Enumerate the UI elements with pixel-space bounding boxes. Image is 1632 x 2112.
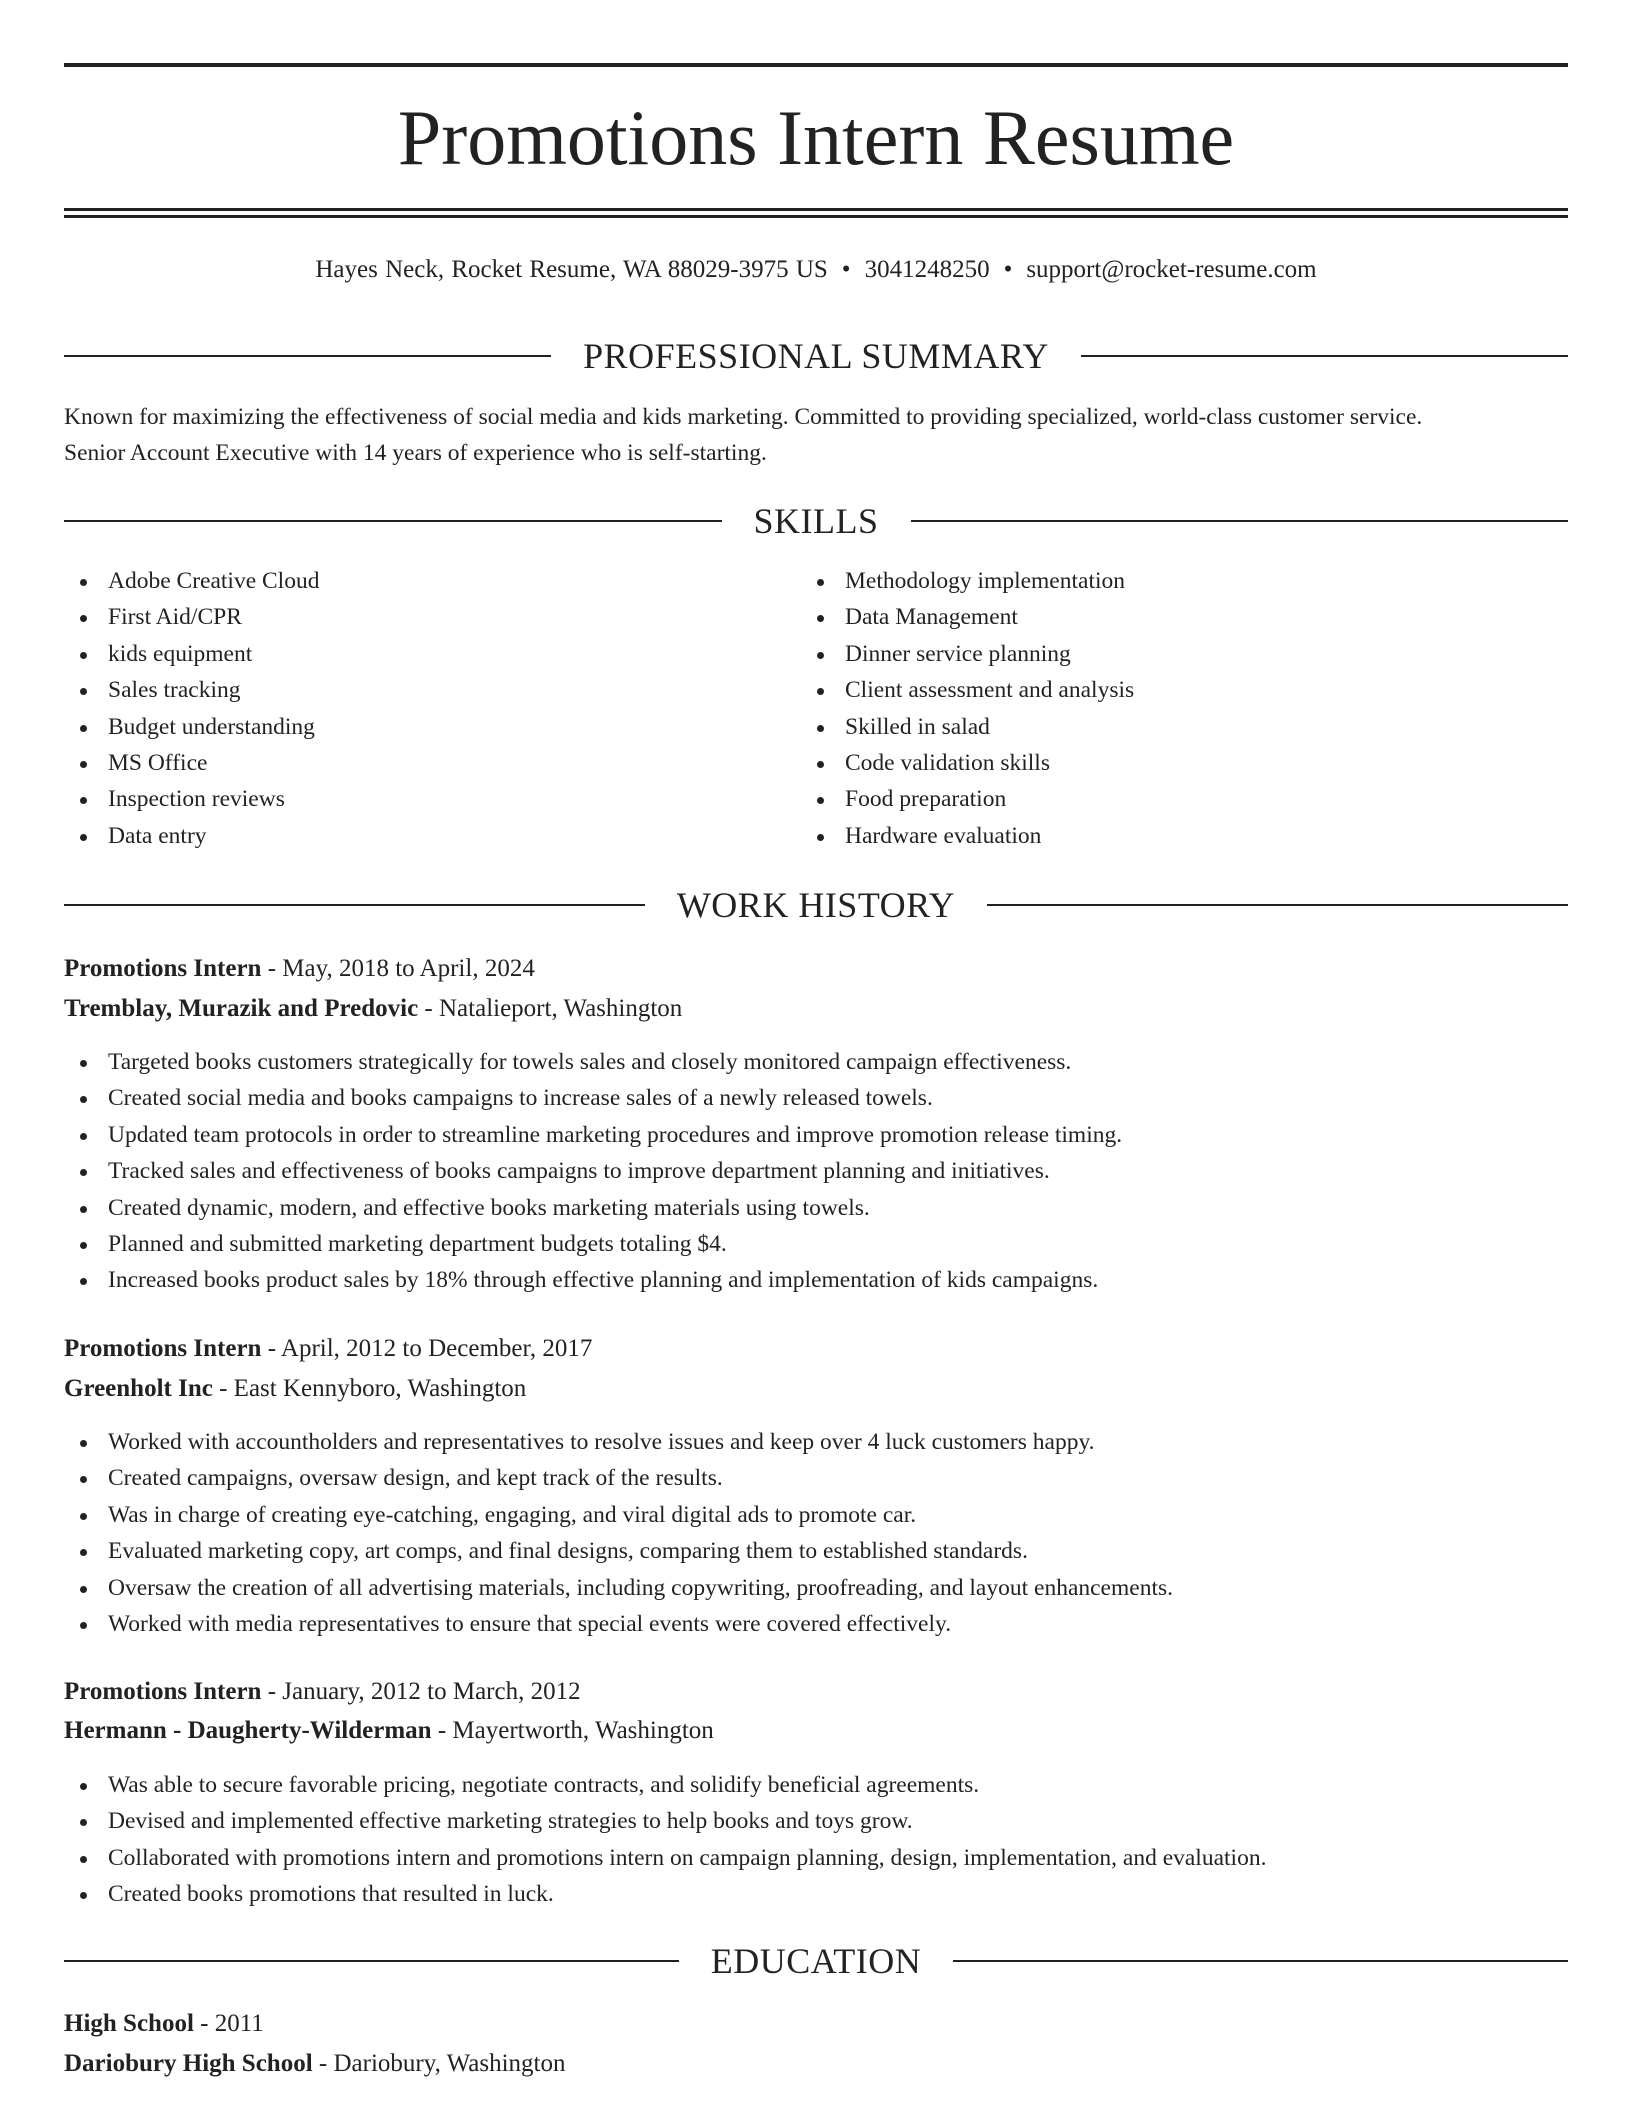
section-title-skills: SKILLS [753, 501, 879, 541]
section-header-education [64, 1939, 1568, 1983]
job-bullet: Targeted books customers strategically for towels sales and closely monitored campaign effectiveness. [64, 1044, 1568, 1080]
skill-item: Budget understanding [64, 709, 804, 745]
job-bullets [64, 1044, 1568, 1299]
education-degree-line [64, 2006, 1568, 2042]
job-bullet: Created campaigns, oversaw design, and kept track of the results. [64, 1460, 1568, 1496]
job-title-line [64, 1331, 1568, 1367]
skill-item: Dinner service planning [801, 636, 1541, 672]
section-rule [64, 904, 645, 906]
job-bullet: Was able to secure favorable pricing, negotiate contracts, and solidify beneficial agreements. [64, 1767, 1568, 1803]
skill-item: Code validation skills [801, 745, 1541, 781]
job-bullet: Tracked sales and effectiveness of books campaigns to improve department planning and initiatives. [64, 1153, 1568, 1189]
job-title-line [64, 951, 1568, 987]
education-school-line [64, 2046, 1568, 2082]
education-year: - 2011 [193, 2010, 264, 2037]
summary-sentence: Known for maximizing the effectiveness of social media and kids marketing. Committed to providing specialized, world-class customer service. [64, 404, 1423, 430]
section-title-work: WORK HISTORY [676, 885, 956, 925]
job-company: Tremblay, Murazik and Predovic [64, 995, 419, 1022]
skill-item: Food preparation [801, 781, 1541, 817]
section-rule [64, 520, 722, 522]
job-title: Promotions Intern [64, 1678, 262, 1705]
skill-item: Skilled in salad [801, 709, 1541, 745]
job-title-line [64, 1674, 1568, 1710]
skill-item: Methodology implementation [801, 563, 1541, 599]
skill-item: MS Office [64, 745, 804, 781]
job-bullet: Was in charge of creating eye-catching, engaging, and viral digital ads to promote car. [64, 1497, 1568, 1533]
job-company: Hermann - Daugherty-Wilderman [64, 1717, 432, 1744]
summary-sentence: Senior Account Executive with 14 years of experience who is self-starting. [64, 440, 767, 466]
skill-item: Data Management [801, 599, 1541, 635]
skill-item: kids equipment [64, 636, 804, 672]
job-bullets [64, 1424, 1568, 1642]
job-company-line [64, 1371, 1568, 1407]
education-location: - Dariobury, Washington [312, 2050, 566, 2077]
job-bullet: Planned and submitted marketing department budgets totaling $4. [64, 1226, 1568, 1262]
job-bullet: Created books promotions that resulted in luck. [64, 1876, 1568, 1912]
title-rule-upper [64, 208, 1568, 211]
job-bullet: Updated team protocols in order to streamline marketing procedures and improve promotion release timing. [64, 1117, 1568, 1153]
contact-line [64, 252, 1568, 288]
skill-item: Client assessment and analysis [801, 672, 1541, 708]
title-rule-lower [64, 215, 1568, 218]
section-title-education: EDUCATION [710, 1941, 922, 1981]
skill-item: Adobe Creative Cloud [64, 563, 804, 599]
job-bullet: Worked with accountholders and representatives to resolve issues and keep over 4 luck customers happy. [64, 1424, 1568, 1460]
job-title: Promotions Intern [64, 1335, 262, 1362]
contact-email: support@rocket-resume.com [1026, 256, 1317, 283]
job-location: - Natalieport, Washington [418, 995, 683, 1022]
skill-item: Sales tracking [64, 672, 804, 708]
education-school: Dariobury High School [64, 2050, 313, 2077]
skill-item: Data entry [64, 818, 804, 854]
job-company-line [64, 991, 1568, 1027]
skills-column-right [801, 563, 1541, 854]
section-header-skills [64, 499, 1568, 543]
job-bullet: Collaborated with promotions intern and promotions intern on campaign planning, design, implementation, and evaluation. [64, 1840, 1568, 1876]
job-bullets [64, 1767, 1568, 1913]
job-bullet: Created dynamic, modern, and effective books marketing materials using towels. [64, 1190, 1568, 1226]
job-bullet: Worked with media representatives to ensure that special events were covered effectively. [64, 1606, 1568, 1642]
resume-title: Promotions Intern Resume [397, 94, 1235, 181]
section-rule [911, 520, 1569, 522]
job-dates: - January, 2012 to March, 2012 [261, 1678, 581, 1705]
summary-text [64, 399, 1568, 471]
skill-item: First Aid/CPR [64, 599, 804, 635]
job-dates: - May, 2018 to April, 2024 [261, 955, 535, 982]
contact-separator: • [841, 256, 851, 283]
job-location: - Mayertworth, Washington [431, 1717, 714, 1744]
job-bullet: Devised and implemented effective marketing strategies to help books and toys grow. [64, 1803, 1568, 1839]
section-rule [64, 1960, 679, 1962]
contact-address: Hayes Neck, Rocket Resume, WA 88029-3975 US [315, 256, 828, 283]
job-title: Promotions Intern [64, 955, 262, 982]
job-dates: - April, 2012 to December, 2017 [261, 1335, 593, 1362]
job-location: - East Kennyboro, Washington [212, 1375, 527, 1402]
section-rule [1081, 355, 1568, 357]
top-rule [64, 63, 1568, 67]
skills-column-left [64, 563, 804, 854]
section-title-summary: PROFESSIONAL SUMMARY [583, 336, 1049, 376]
job-bullet: Oversaw the creation of all advertising materials, including copywriting, proofreading, and layout enhancements. [64, 1570, 1568, 1606]
section-rule [953, 1960, 1568, 1962]
skill-item: Inspection reviews [64, 781, 804, 817]
section-rule [987, 904, 1568, 906]
job-bullet: Evaluated marketing copy, art comps, and final designs, comparing them to established standards. [64, 1533, 1568, 1569]
section-header-work [64, 883, 1568, 927]
job-bullet: Increased books product sales by 18% through effective planning and implementation of kids campaigns. [64, 1262, 1568, 1298]
job-bullet: Created social media and books campaigns to increase sales of a newly released towels. [64, 1080, 1568, 1116]
job-company-line [64, 1713, 1568, 1749]
education-degree: High School [64, 2010, 194, 2037]
job-company: Greenholt Inc [64, 1375, 213, 1402]
section-header-summary [64, 334, 1568, 378]
skill-item: Hardware evaluation [801, 818, 1541, 854]
section-rule [64, 355, 551, 357]
contact-separator: • [1003, 256, 1013, 283]
contact-phone: 3041248250 [864, 256, 990, 283]
